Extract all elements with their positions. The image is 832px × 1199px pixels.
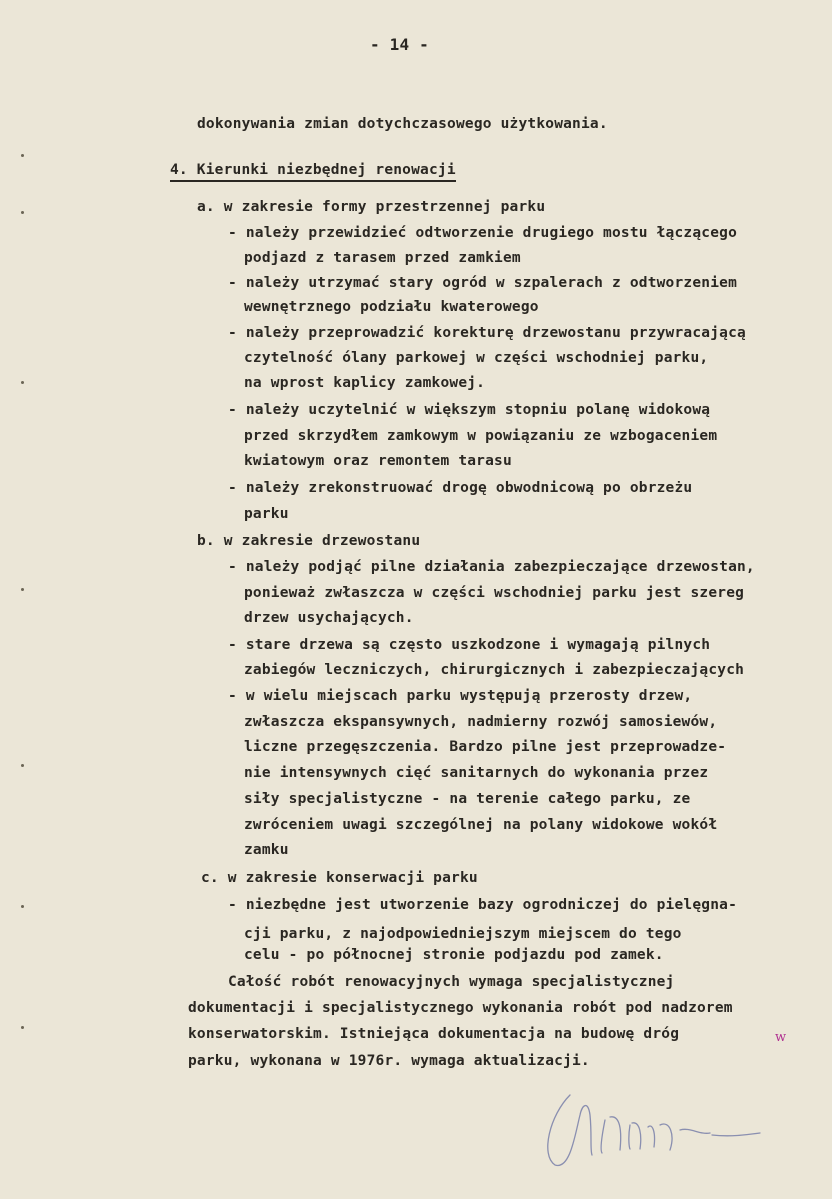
list-item: - należy zrekonstruować drogę obwodnicową po obrzeżu [228,480,693,496]
list-item: - należy uczytelnić w większym stopniu polanę widokową [228,402,711,418]
text-line: wewnętrznego podziału kwaterowego [244,299,539,315]
list-item: - należy przewidzieć odtworzenie drugiego mostu łączącego [228,225,737,241]
paragraph-line: parku, wykonana w 1976r. wymaga aktualizacji. [188,1053,590,1069]
text-line: zabiegów leczniczych, chirurgicznych i zabezpieczających [244,662,745,678]
list-item: - stare drzewa są często uszkodzone i wymagają pilnych [228,637,711,653]
list-item: - w wielu miejscach parku występują przerosty drzew, [228,688,693,704]
subsection-heading: c. w zakresie konserwacji parku [201,870,478,886]
text-line: nie intensywnych cięć sanitarnych do wykonania przez [244,765,709,781]
text-line: ponieważ zwłaszcza w części wschodniej parku jest szereg [244,585,745,601]
margin-mark [21,905,24,908]
text-line: zamku [244,842,289,858]
text-line: czytelność ólany parkowej w części wschodniej parku, [244,350,709,366]
subsection-heading: b. w zakresie drzewostanu [197,533,421,549]
margin-mark [21,1026,24,1029]
page-number: - 14 - [370,35,429,54]
text-line: celu - po północnej stronie podjazdu pod zamek. [244,947,664,963]
margin-mark [21,381,24,384]
handwritten-annotation: w [775,1030,787,1045]
list-item: - należy utrzymać stary ogród w szpalerach z odtworzeniem [228,275,737,291]
text-line: podjazd z tarasem przed zamkiem [244,250,521,266]
margin-mark [21,764,24,767]
paragraph-line: Całość robót renowacyjnych wymaga specjalistycznej [228,974,675,990]
signature [530,1075,770,1175]
text-line: liczne przegęszczenia. Bardzo pilne jest przeprowadze- [244,739,727,755]
text-line: parku [244,506,289,522]
list-item: - niezbędne jest utworzenie bazy ogrodniczej do pielęgna- [228,897,737,913]
subsection-heading: a. w zakresie formy przestrzennej parku [197,199,546,215]
margin-mark [21,588,24,591]
text-line: cji parku, z najodpowiedniejszym miejscem do tego [244,926,682,942]
text-line: dokonywania zmian dotychczasowego użytkowania. [197,116,608,132]
text-line: przed skrzydłem zamkowym w powiązaniu ze wzbogaceniem [244,428,718,444]
list-item: - należy podjąć pilne działania zabezpieczające drzewostan, [228,559,755,575]
text-line: na wprost kaplicy zamkowej. [244,375,486,391]
text-line: zwróceniem uwagi szczególnej na polany widokowe wokół [244,817,718,833]
margin-mark [21,154,24,157]
list-item: - należy przeprowadzić korekturę drzewostanu przywracającą [228,325,746,341]
text-line: zwłaszcza ekspansywnych, nadmierny rozwój samosiewów, [244,714,718,730]
section-heading: 4. Kierunki niezbędnej renowacji [170,161,456,182]
paragraph-line: konserwatorskim. Istniejąca dokumentacja na budowę dróg [188,1026,680,1042]
paragraph-line: dokumentacji i specjalistycznego wykonania robót pod nadzorem [188,1000,733,1016]
text-line: siły specjalistyczne - na terenie całego parku, ze [244,791,691,807]
margin-mark [21,211,24,214]
text-line: drzew usychających. [244,610,414,626]
text-line: kwiatowym oraz remontem tarasu [244,453,512,469]
